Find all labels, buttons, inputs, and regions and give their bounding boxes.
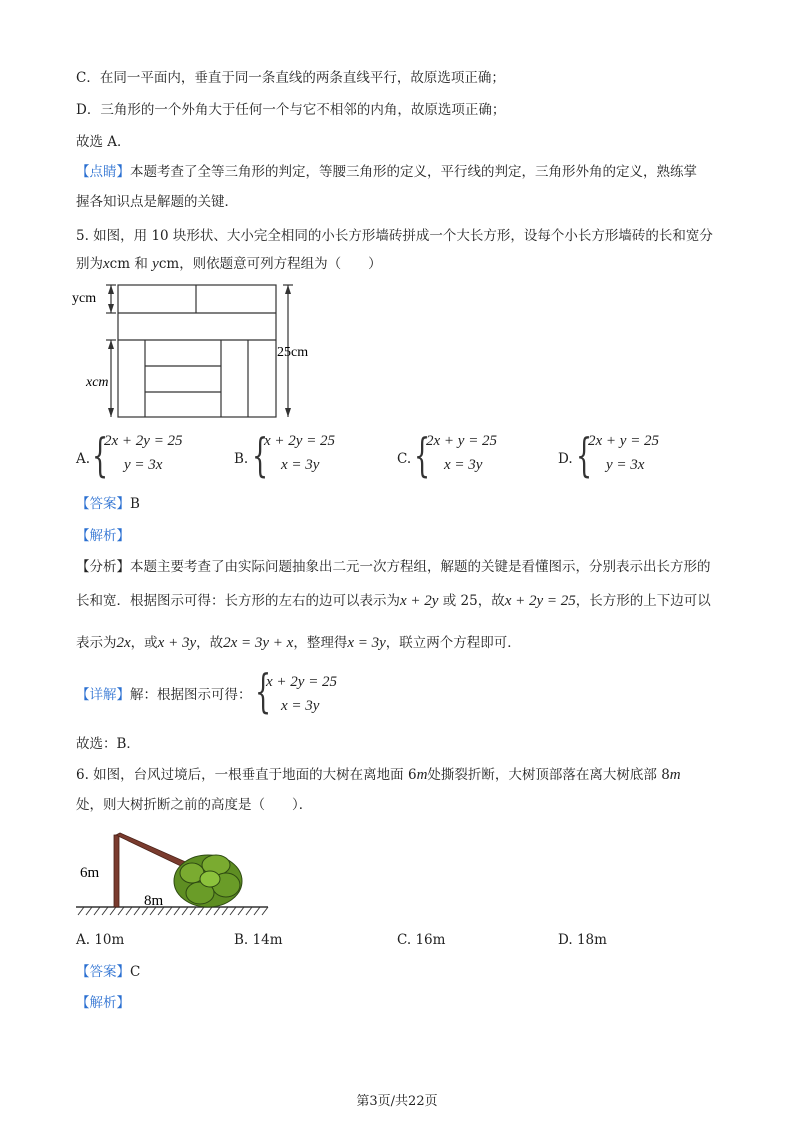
label-25cm: 25cm [277, 345, 309, 360]
q5-analysis-line3 [76, 633, 521, 653]
analysis3-expr4: x = 3y [347, 635, 386, 651]
option-d-explanation: D．三角形的一个外角大于任何一个与它不相邻的内角，故原选项正确； [76, 102, 506, 118]
option-text: 18m [576, 932, 607, 948]
option-eq1: x + 2y = 25 [264, 433, 336, 449]
q5-analysis-line1 [76, 557, 711, 577]
option-letter: A. [76, 932, 91, 948]
q6-option-b[interactable] [234, 932, 283, 948]
option-eq2: x = 3y [281, 457, 320, 473]
option-letter: B. [234, 451, 249, 467]
var-y: y [152, 256, 159, 272]
dianjing-text: 本题考查了全等三角形的判定，等腰三角形的定义，平行线的判定，三角形外角的定义，熟练掌 [130, 164, 697, 180]
option-text: 16m [415, 932, 446, 948]
label-6m: 6m [80, 865, 100, 881]
analysis3-expr1: 2x [116, 635, 131, 651]
dianjing-tag: 【点睛】 [76, 164, 130, 180]
detail-eq2: x = 3y [281, 698, 320, 714]
q5-stem2-and: 和 [134, 256, 148, 272]
option-letter: D. [558, 932, 573, 948]
analysis2-expr2: x + 2y = 25 [504, 593, 576, 609]
analysis3-d: ，整理得 [293, 635, 348, 651]
analysis2-b: 或 25，故 [442, 593, 505, 609]
detail-tag: 【详解】 [76, 687, 130, 703]
option-eq2: x = 3y [444, 457, 483, 473]
var-x: x [103, 256, 110, 272]
detail-eq1: x + 2y = 25 [266, 674, 338, 690]
q6-jiexi-tag: 【解析】 [76, 995, 130, 1011]
broken-trunk [116, 833, 188, 868]
analysis3-b: ，或 [130, 635, 158, 651]
analysis2-a: 长和宽．根据图示可得：长方形的左右的边可以表示为 [76, 593, 400, 609]
q5-stem-line2 [76, 254, 382, 274]
choose-a: 故选 A． [76, 134, 131, 150]
detail-text: 解：根据图示可得： [130, 687, 252, 703]
q6-tree-figure [70, 825, 275, 920]
q5-choose-b: 故选：B． [76, 736, 140, 752]
option-letter: D. [558, 451, 573, 467]
unit-cm-1: cm [109, 256, 131, 272]
option-letter: A. [76, 451, 91, 467]
q5-analysis-line2 [76, 591, 711, 611]
q5-brick-figure [70, 280, 330, 422]
q6-stem1-b: 处撕裂折断，大树顶部落在离大树底部 8 [427, 767, 670, 783]
q5-stem2-b: ，则依题意可列方程组为（ ） [179, 256, 382, 272]
answer-tag: 【答案】 [76, 496, 130, 512]
q5-stem2-a: 别为 [76, 256, 103, 272]
analysis3-a: 表示为 [76, 635, 117, 651]
analysis2-c: ，长方形的上下边可以 [575, 593, 711, 609]
large-rectangle [118, 285, 276, 417]
analysis2-expr1: x + 2y [400, 593, 439, 609]
page-footer: 第3页/共22页 [356, 1094, 438, 1109]
detail-label [76, 685, 252, 705]
q6-stem1-a: 6. 如图，台风过境后，一根垂直于地面的大树在离地面 6 [76, 767, 417, 783]
option-eq2: y = 3x [124, 457, 163, 473]
option-letter: C. [397, 932, 412, 948]
answer-tag: 【答案】 [76, 964, 130, 980]
q5-stem-line1: 5. 如图，用 10 块形状、大小完全相同的小长方形墙砖拼成一个大长方形，设每个小长方形墙砖的长和宽分 [76, 228, 713, 244]
answer-value: B [130, 496, 140, 512]
q6-answer [76, 962, 140, 982]
option-letter: B. [234, 932, 249, 948]
q5-jiexi-tag: 【解析】 [76, 528, 130, 544]
q6-option-c[interactable] [397, 932, 445, 948]
unit-m-2: m [669, 767, 681, 783]
q6-option-d[interactable] [558, 932, 607, 948]
analysis-tag: 【分析】 [76, 559, 130, 575]
tree-canopy [174, 855, 242, 907]
option-letter: C. [397, 451, 412, 467]
unit-cm-2: cm [158, 256, 180, 272]
tree-trunk [114, 835, 119, 907]
option-eq1: 2x + y = 25 [588, 433, 660, 449]
option-eq2: y = 3x [606, 457, 645, 473]
label-8m: 8m [144, 893, 164, 909]
option-text: 10m [94, 932, 125, 948]
option-eq1: 2x + y = 25 [426, 433, 498, 449]
unit-m-1: m [416, 767, 428, 783]
analysis3-expr3: 2x = 3y + x [223, 635, 294, 651]
analysis3-f: ，联立两个方程即可． [385, 635, 521, 651]
q6-stem-line1 [76, 765, 681, 785]
dianjing-line [76, 162, 697, 182]
option-text: 14m [252, 932, 283, 948]
q5-answer [76, 494, 140, 514]
q6-option-a[interactable] [76, 932, 124, 948]
label-ycm: ycm [72, 291, 97, 306]
analysis3-c: ，故 [196, 635, 224, 651]
label-xcm: xcm [86, 375, 109, 390]
analysis3-expr2: x + 3y [157, 635, 197, 651]
option-c-explanation: C．在同一平面内，垂直于同一条直线的两条直线平行，故原选项正确； [76, 70, 505, 86]
option-eq1: 2x + 2y = 25 [104, 433, 183, 449]
dianjing-text-2: 握各知识点是解题的关键． [76, 194, 238, 210]
analysis-text1: 本题主要考查了由实际问题抽象出二元一次方程组，解题的关键是看懂图示，分别表示出长方形的 [130, 559, 711, 575]
answer-value: C [130, 964, 141, 980]
q6-stem-line2: 处，则大树折断之前的高度是（ ）． [76, 797, 313, 813]
